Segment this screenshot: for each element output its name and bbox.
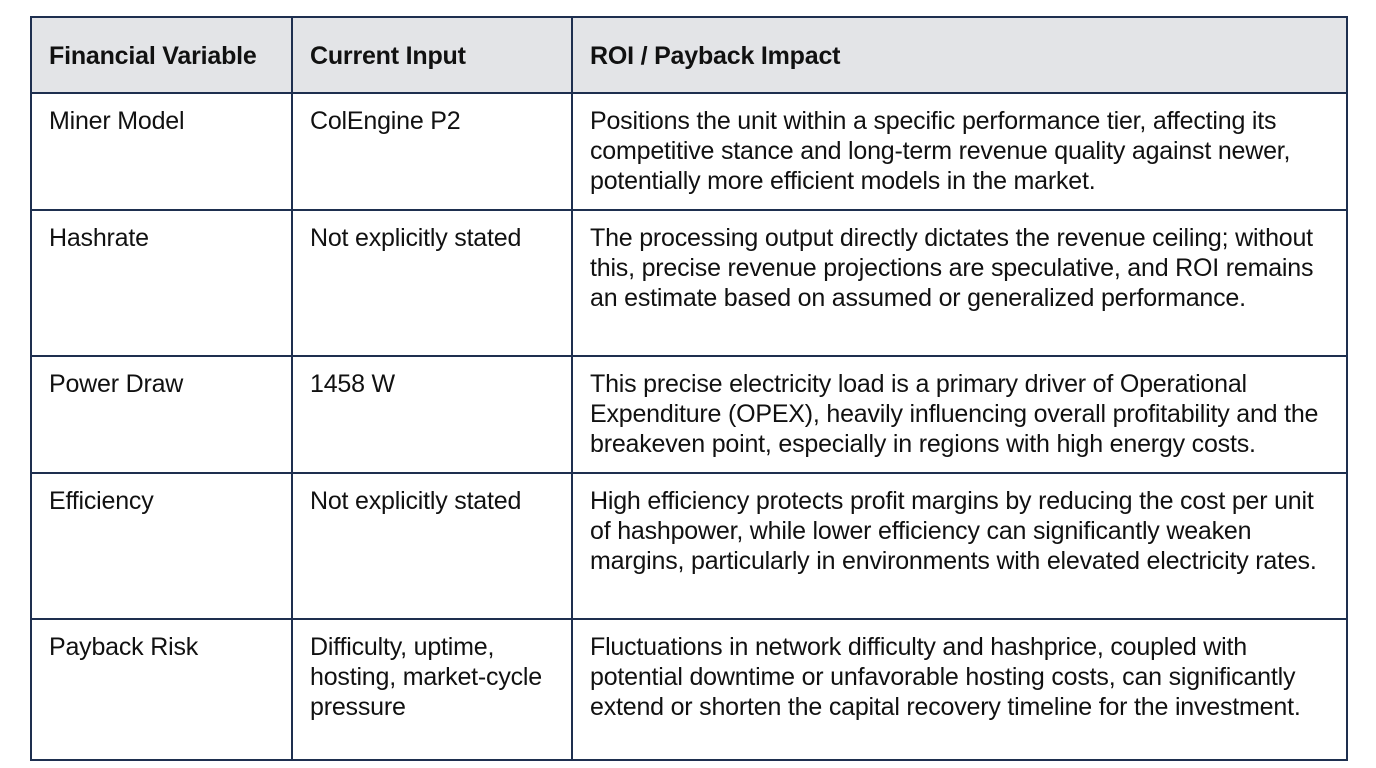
cell-variable: Efficiency <box>31 473 292 619</box>
header-current-input: Current Input <box>292 17 572 93</box>
table-row <box>31 93 1347 210</box>
cell-input: Difficulty, uptime, hosting, market-cycle pressure <box>292 619 572 760</box>
roi-table-container <box>30 16 1346 761</box>
cell-variable: Payback Risk <box>31 619 292 760</box>
cell-impact: Fluctuations in network difficulty and hashprice, coupled with potential downtime or unfavorable hosting costs, can significantly extend or shorten the capital recovery timeline for the investment. <box>572 619 1347 760</box>
cell-impact: High efficiency protects profit margins by reducing the cost per unit of hashpower, while lower efficiency can significantly weaken margins, particularly in environments with elevated electricity rates. <box>572 473 1347 619</box>
cell-input: Not explicitly stated <box>292 473 572 619</box>
table-row <box>31 210 1347 356</box>
cell-impact: Positions the unit within a specific performance tier, affecting its competitive stance and long-term revenue quality against newer, potentially more efficient models in the market. <box>572 93 1347 210</box>
table-row <box>31 619 1347 760</box>
table-row <box>31 473 1347 619</box>
header-financial-variable: Financial Variable <box>31 17 292 93</box>
table-header-row <box>31 17 1347 93</box>
cell-variable: Hashrate <box>31 210 292 356</box>
header-roi-payback-impact: ROI / Payback Impact <box>572 17 1347 93</box>
cell-variable: Miner Model <box>31 93 292 210</box>
cell-input: 1458 W <box>292 356 572 473</box>
cell-variable: Power Draw <box>31 356 292 473</box>
cell-impact: This precise electricity load is a primary driver of Operational Expenditure (OPEX), heavily influencing overall profitability and the breakeven point, especially in regions with high energy costs. <box>572 356 1347 473</box>
cell-input: ColEngine P2 <box>292 93 572 210</box>
table-row <box>31 356 1347 473</box>
cell-impact: The processing output directly dictates the revenue ceiling; without this, precise revenue projections are speculative, and ROI remains an estimate based on assumed or generalized performance. <box>572 210 1347 356</box>
cell-input: Not explicitly stated <box>292 210 572 356</box>
roi-table <box>30 16 1348 761</box>
